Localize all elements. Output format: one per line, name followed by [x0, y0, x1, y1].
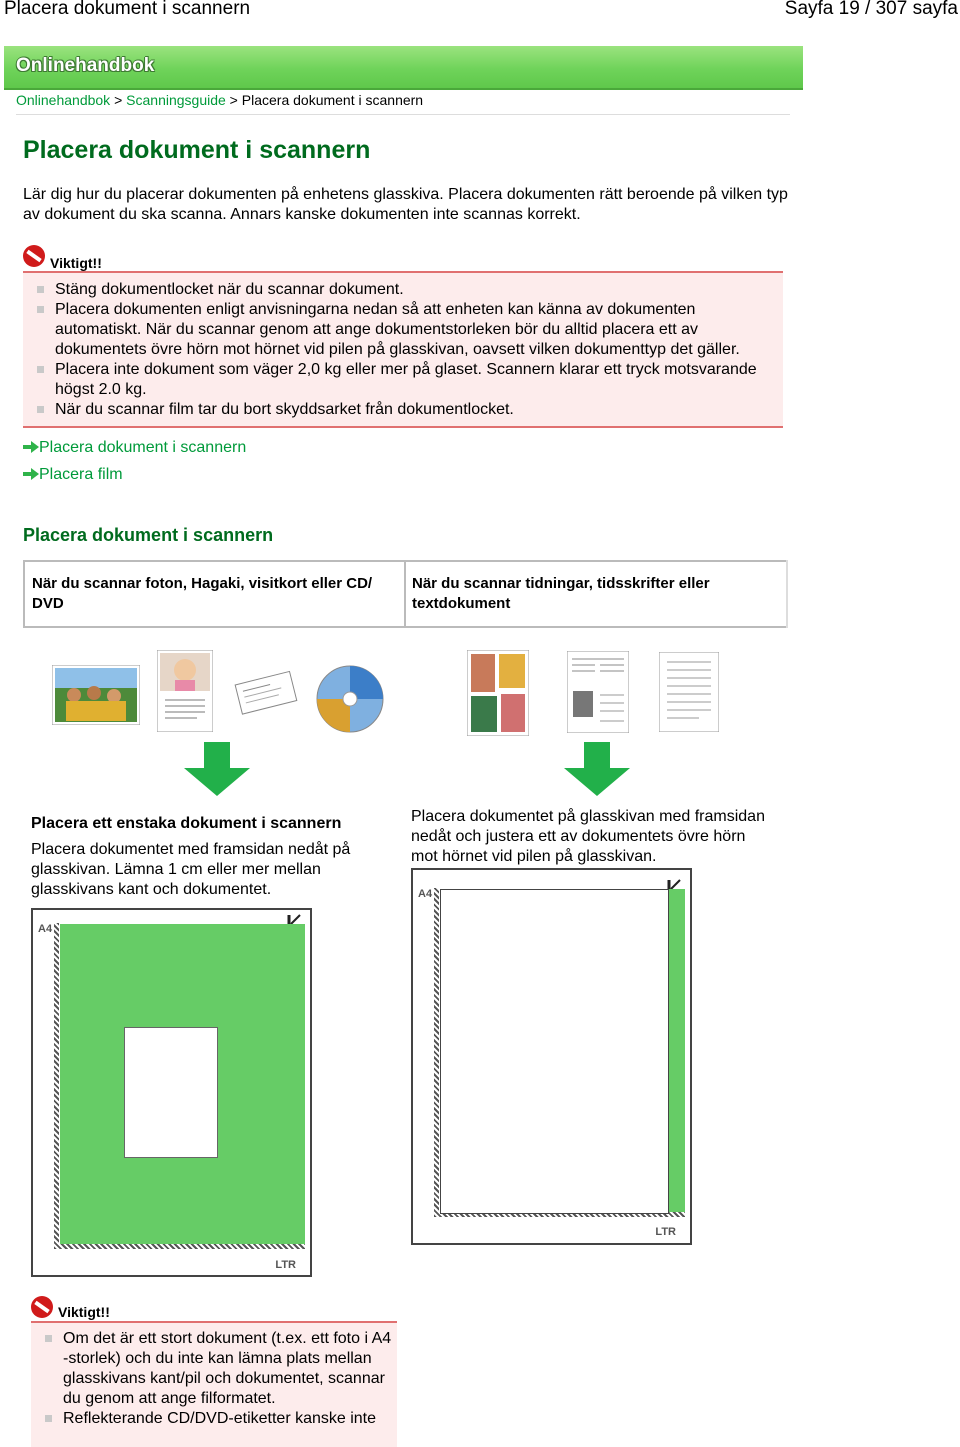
section-title: Placera dokument i scannern — [23, 525, 274, 545]
glass-label-a4: A4 — [38, 923, 53, 935]
table-header-documents: När du scannar tidningar, tidsskrifter eller textdokument — [412, 575, 710, 612]
page-title: Placera dokument i scannern — [23, 136, 371, 164]
table-shadow — [786, 560, 788, 628]
important-heading: Viktigt!! — [50, 255, 102, 271]
glass-label-ltr: LTR — [275, 1259, 296, 1271]
arrow-right-icon — [23, 468, 39, 480]
single-document-text: Placera dokumentet med framsidan nedåt på glasskivan. Lämna 1 cm eller mer mellan glasskivans kant och dokumentet. — [31, 841, 351, 898]
page-header — [0, 0, 960, 26]
platen-diagram-aligned — [411, 868, 692, 1245]
magazine-image — [467, 650, 529, 736]
glass-label-ltr: LTR — [655, 1226, 676, 1238]
important-item: Stäng dokumentlocket när du scannar dokument. — [23, 280, 783, 300]
arrow-right-icon — [23, 441, 39, 453]
placed-document — [124, 1027, 218, 1158]
breadcrumb-link-onlinehandbok[interactable]: Onlinehandbok — [16, 92, 111, 108]
important-item: Om det är ett stort dokument (t.ex. ett foto i A4 -storlek) och du inte kan lämna plats mellan glasskivans kant/pil och dokumentet, scannar du genom att ange filformatet. — [31, 1329, 397, 1409]
single-document-heading: Placera ett enstaka dokument i scannern — [31, 815, 342, 832]
important-item: Placera inte dokument som väger 2,0 kg eller mer på glaset. Scannern klarar ett tryck motsvarande högst 2.0 kg. — [23, 360, 783, 400]
comparison-table-header — [23, 560, 788, 628]
link-placera-film[interactable]: Placera film — [23, 466, 123, 484]
important-box — [23, 271, 783, 428]
breadcrumb-separator: > — [225, 92, 242, 108]
placed-document — [440, 889, 669, 1214]
intro-paragraph: Lär dig hur du placerar dokumenten på enhetens glasskiva. Placera dokumenten rätt beroende på vilken typ av dokument du ska scanna. Annars kanske dokumenten inte scannas korrekt. — [23, 186, 788, 223]
glass-label-a4: A4 — [418, 888, 433, 900]
banner-title: Onlinehandbok — [16, 55, 155, 76]
hagaki-postcard-image — [157, 650, 213, 732]
cd-dvd-image — [315, 664, 385, 734]
table-header-photos: När du scannar foton, Hagaki, visitkort eller CD/ DVD — [32, 575, 373, 612]
important-heading: Viktigt!! — [58, 1304, 110, 1320]
important-item: När du scannar film tar du bort skyddsarket från dokumentlocket. — [23, 400, 783, 420]
important-list — [23, 273, 783, 420]
platen-diagram-single — [31, 908, 312, 1277]
important-box — [31, 1321, 397, 1447]
text-document-image — [659, 652, 719, 732]
breadcrumb — [16, 92, 423, 108]
down-arrow-icon — [184, 742, 250, 796]
important-item: Placera dokumenten enligt anvisningarna nedan så att enheten kan känna av dokumenten automatiskt. När du scannar genom att ange dokumentstorleken bör du alltid placera ett av dokumentets övre hörn mot hörnet vid pilen på glasskivan, oavsett vilken dokumenttyp det gäller. — [23, 300, 783, 360]
link-placera-dokument[interactable]: Placera dokument i scannern — [23, 439, 246, 457]
manual-banner — [4, 46, 803, 90]
newspaper-image — [567, 651, 629, 733]
important-list — [31, 1323, 397, 1429]
important-item: Reflekterande CD/DVD-etiketter kanske inte — [31, 1409, 397, 1429]
header-document-title: Placera dokument i scannern — [4, 0, 251, 19]
family-photo-image — [52, 665, 140, 725]
breadcrumb-separator: > — [110, 92, 127, 108]
breadcrumb-divider — [16, 114, 790, 115]
breadcrumb-current: Placera dokument i scannern — [241, 92, 424, 108]
align-document-text: Placera dokumentet på glasskivan med framsidan nedåt och justera ett av dokumentets övre hörn mot hörnet vid pilen på glasskivan. — [411, 808, 765, 865]
header-page-counter: Sayfa 19 / 307 sayfa — [784, 0, 958, 19]
business-card-image — [232, 668, 298, 718]
breadcrumb-link-scanningsguide[interactable]: Scanningsguide — [126, 92, 226, 108]
down-arrow-icon — [564, 742, 630, 796]
